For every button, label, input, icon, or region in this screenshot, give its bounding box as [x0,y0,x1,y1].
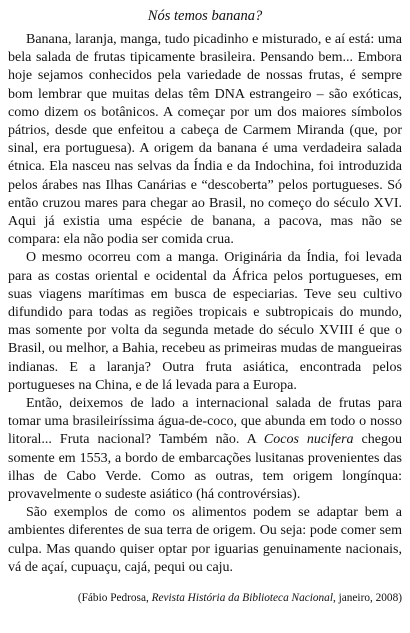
source-date: , janeiro, 2008) [332,592,402,605]
paragraph-coco-text-end: chegou somente em 1553, a bordo de embarcações lusitanas provenientes das ilhas de Cabo Verde. Como as outras, tem origem longínqua: provavelmente o sudeste asiático (há controvérsias). [8,432,402,503]
source-publication: Revista História da Biblioteca Nacional [151,592,333,605]
article [8,0,402,605]
paragraph-banana: Banana, laranja, manga, tudo picadinho e misturado, e aí está: uma bela salada de frutas tipicamente brasileira. Pensando bem... Embora hoje sejamos conhecidos pela variedade de nossas frutas, é sempre bom lembrar que muitas delas têm DNA estrangeiro – são exóticas, como dizem os botânicos. A começar por um dos maiores símbolos pátrios, desde que enfeitou a cabeça de Carmem Miranda (que, por sinal, era portuguesa). A origem da banana é uma verdadeira salada étnica. Ela nasceu nas selvas da Índia e da Indochina, foi introduzida pelos árabes nas Ilhas Canárias e “descoberta” pelos portugueses. Só então cruzou mares para chegar ao Brasil, no começo do século XVI. Aqui já existia uma espécie de banana, a pacova, mas não se compara: ela não podia ser comida crua. [8,32,402,248]
paragraph-conclusion: São exemplos de como os alimentos podem se adaptar bem a ambientes diferentes de sua terra de origem. Ou seja: pode comer sem culpa. Mas quando quiser optar por iguarias genuinamente nacionais, vá de açaí, cupuaçu, cajá, pequi ou caju. [8,505,402,575]
paragraph-coco [8,395,402,504]
article-title: Nós temos banana? [147,8,263,24]
paragraph-coco-text-start: Então, deixemos de lado a internacional salada de frutas para tomar uma brasileiríssima água-de-coco, que abunda em todo o nosso litoral... Fruta nacional? Também não. A [8,396,402,448]
source-author: (Fábio Pedrosa, [77,592,152,605]
paragraph-manga: O mesmo ocorreu com a manga. Originária da Índia, foi levada para as costas oriental e ocidental da África pelos portugueses, em suas viagens marítimas em busca de especiarias. Teve seu cultivo difundido para todas as regiões tropicais e subtropicais do mundo, mas somente por volta da segunda metade do século XVIII é que o Brasil, ou melhor, a Bahia, recebeu as primeiras mudas de mangueiras indianas. E a laranja? Outra fruta asiática, encontrada pelos portugueses na China, e de lá levada para a Europa. [8,250,402,393]
species-name: Cocos nucifera [263,432,354,448]
source-citation [8,591,402,605]
